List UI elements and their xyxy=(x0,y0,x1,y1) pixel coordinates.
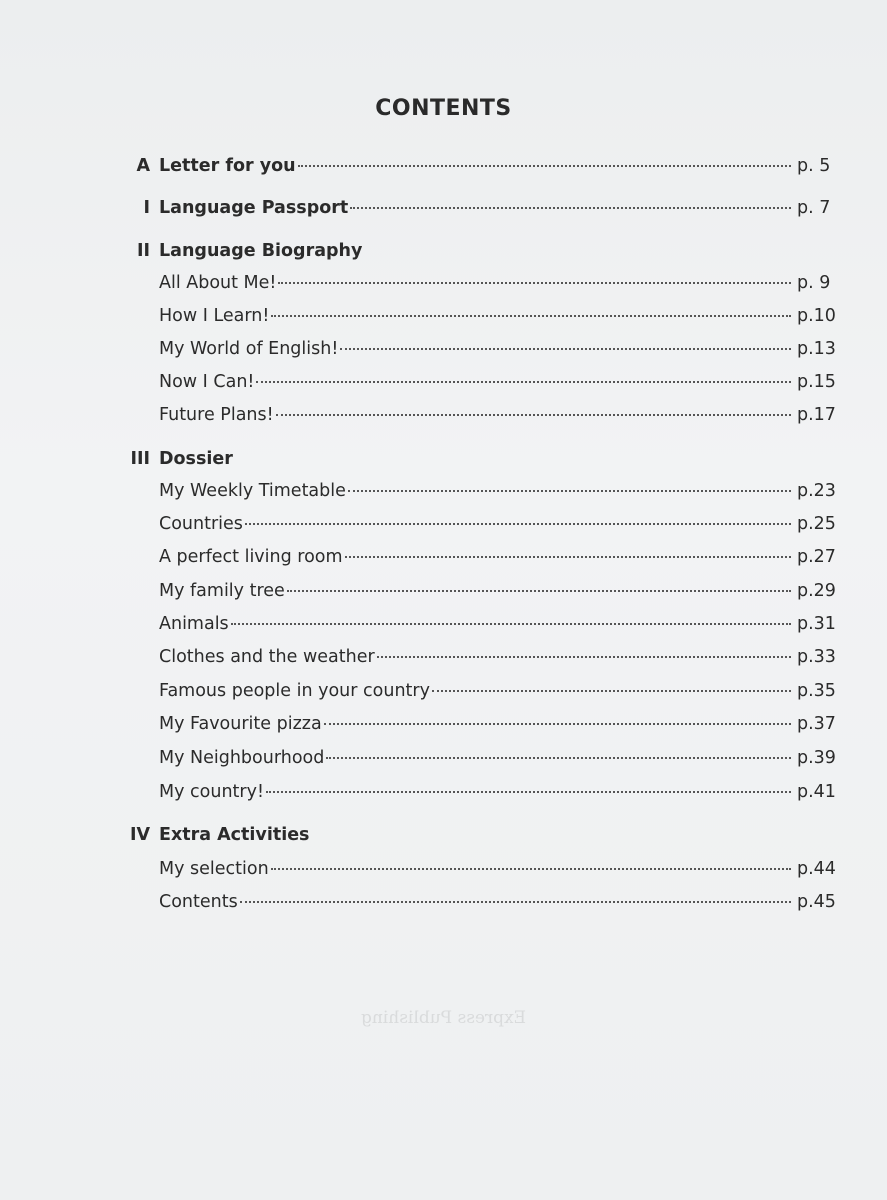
page-reference: p.31 xyxy=(797,614,836,634)
toc-entry-row xyxy=(159,681,841,707)
section-number: A xyxy=(136,156,150,176)
dot-leader xyxy=(350,207,791,209)
toc-label: Letter for you xyxy=(159,156,296,176)
dot-leader xyxy=(271,315,791,317)
toc-entry-row xyxy=(159,748,841,774)
toc-entry-row xyxy=(159,273,841,299)
toc-label: My Favourite pizza xyxy=(159,714,322,734)
section-number: III xyxy=(130,449,150,469)
toc-entry-row xyxy=(159,614,841,640)
toc-entry-row xyxy=(159,339,841,365)
page-reference: p.44 xyxy=(797,859,836,879)
page-reference: p.35 xyxy=(797,681,836,701)
toc-entry-row xyxy=(159,581,841,607)
section-number: IV xyxy=(129,825,150,845)
page-reference: p.37 xyxy=(797,714,836,734)
section-number: II xyxy=(136,241,150,261)
dot-leader xyxy=(298,165,791,167)
page-title: CONTENTS xyxy=(375,96,512,121)
toc-label: My selection xyxy=(159,859,269,879)
page-reference: p.25 xyxy=(797,514,836,534)
toc-entry-row xyxy=(159,514,841,540)
dot-leader xyxy=(377,656,791,658)
toc-section-row xyxy=(159,449,841,475)
dot-leader xyxy=(348,490,791,492)
page-reference: p. 5 xyxy=(797,156,831,176)
toc-label: How I Learn! xyxy=(159,306,270,326)
page-reference: p. 7 xyxy=(797,198,831,218)
dot-leader xyxy=(287,590,791,592)
toc-label: My family tree xyxy=(159,581,285,601)
toc-label: Countries xyxy=(159,514,243,534)
page-reference: p.27 xyxy=(797,547,836,567)
dot-leader xyxy=(340,348,791,350)
page-reference: p.29 xyxy=(797,581,836,601)
toc-label: Extra Activities xyxy=(159,825,310,845)
toc-label: My World of English! xyxy=(159,339,339,359)
dot-leader xyxy=(326,757,791,759)
toc-label: Famous people in your country xyxy=(159,681,430,701)
dot-leader xyxy=(245,523,791,525)
page-reference: p.17 xyxy=(797,405,836,425)
toc-label: Now I Can! xyxy=(159,372,255,392)
page-reference: p. 9 xyxy=(797,273,831,293)
toc-entry-row xyxy=(159,782,841,808)
toc-entry-row xyxy=(159,714,841,740)
toc-label: Future Plans! xyxy=(159,405,274,425)
page-reference: p.41 xyxy=(797,782,836,802)
page-reference: p.39 xyxy=(797,748,836,768)
toc-section-row xyxy=(159,156,841,182)
toc-label: My Weekly Timetable xyxy=(159,481,346,501)
toc-label: A perfect living room xyxy=(159,547,343,567)
toc-entry-row xyxy=(159,859,841,885)
toc-entry-row xyxy=(159,547,841,573)
dot-leader xyxy=(240,901,791,903)
toc-section-row xyxy=(159,241,841,267)
toc-label: Animals xyxy=(159,614,229,634)
toc-label: Clothes and the weather xyxy=(159,647,375,667)
dot-leader xyxy=(432,690,791,692)
page-reference: p.33 xyxy=(797,647,836,667)
page-reference: p.13 xyxy=(797,339,836,359)
dot-leader xyxy=(324,723,791,725)
toc-entry-row xyxy=(159,481,841,507)
section-number: I xyxy=(143,198,150,218)
page-reference: p.45 xyxy=(797,892,836,912)
page-reference: p.10 xyxy=(797,306,836,326)
dot-leader xyxy=(266,791,791,793)
toc-entry-row xyxy=(159,892,841,918)
dot-leader xyxy=(231,623,791,625)
toc-label: Language Passport xyxy=(159,198,349,218)
page-reference: p.23 xyxy=(797,481,836,501)
publisher-watermark: Express Publishing xyxy=(361,1008,527,1028)
dot-leader xyxy=(271,868,791,870)
toc-section-row xyxy=(159,825,841,851)
toc-entry-row xyxy=(159,405,841,431)
toc-label: Contents xyxy=(159,892,238,912)
dot-leader xyxy=(345,556,791,558)
dot-leader xyxy=(278,282,791,284)
dot-leader xyxy=(276,414,791,416)
toc-section-row xyxy=(159,198,841,224)
toc-entry-row xyxy=(159,647,841,673)
toc-label: Dossier xyxy=(159,449,233,469)
toc-entry-row xyxy=(159,306,841,332)
toc-label: Language Biography xyxy=(159,241,363,261)
page-reference: p.15 xyxy=(797,372,836,392)
dot-leader xyxy=(256,381,791,383)
toc-label: My country! xyxy=(159,782,264,802)
toc-label: All About Me! xyxy=(159,273,277,293)
toc-entry-row xyxy=(159,372,841,398)
toc-label: My Neighbourhood xyxy=(159,748,325,768)
